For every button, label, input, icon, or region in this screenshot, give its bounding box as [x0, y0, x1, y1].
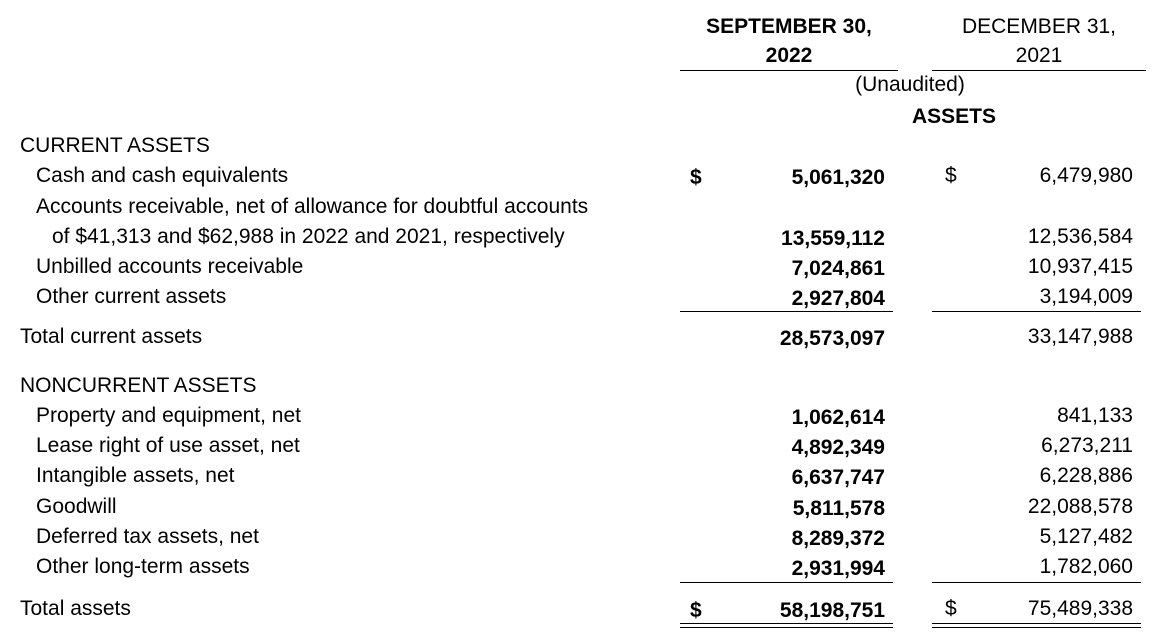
unbilled-2022: 7,024,861	[791, 257, 885, 280]
currency-symbol-2021: $	[945, 164, 957, 187]
ppe-label: Property and equipment, net	[36, 404, 302, 427]
total-current-2021: 33,147,988	[1027, 325, 1133, 348]
ar-2022: 13,559,112	[781, 227, 885, 250]
unbilled-2021: 10,937,415	[1027, 255, 1133, 278]
lease-2022: 4,892,349	[791, 436, 885, 459]
ar-label-line2: of $41,313 and $62,988 in 2022 and 2021, respectively	[52, 225, 565, 248]
goodwill-label: Goodwill	[36, 495, 117, 518]
double-rule-2021	[932, 623, 1141, 628]
col-2022-header-rule	[680, 70, 898, 71]
ppe-2021: 841,133	[1057, 404, 1133, 427]
total-rule-2022	[680, 582, 893, 583]
lease-2021: 6,273,211	[1041, 434, 1133, 457]
currency-symbol-2022: $	[690, 166, 702, 189]
cash-label: Cash and cash equivalents	[36, 164, 289, 187]
lease-label: Lease right of use asset, net	[36, 434, 300, 457]
intangible-2022: 6,637,747	[791, 466, 885, 489]
other-lt-2022: 2,931,994	[791, 557, 885, 580]
unbilled-label: Unbilled accounts receivable	[36, 255, 304, 278]
current-assets-heading: CURRENT ASSETS	[20, 134, 210, 157]
unaudited-label: (Unaudited)	[855, 73, 965, 96]
other-current-2022: 2,927,804	[791, 287, 885, 310]
total-assets-label: Total assets	[20, 597, 131, 620]
other-lt-label: Other long-term assets	[36, 555, 250, 578]
deferred-tax-2022: 8,289,372	[791, 527, 885, 550]
other-lt-2021: 1,782,060	[1039, 555, 1133, 578]
ar-label-line1: Accounts receivable, net of allowance for doubtful accounts	[36, 195, 589, 218]
total-currency-symbol-2021: $	[945, 597, 957, 620]
total-current-2022: 28,573,097	[779, 327, 885, 350]
cash-2022: 5,061,320	[791, 166, 885, 189]
noncurrent-assets-heading: NONCURRENT ASSETS	[20, 374, 257, 397]
goodwill-2021: 22,088,578	[1027, 495, 1133, 518]
ppe-2022: 1,062,614	[791, 406, 885, 429]
cash-2021: 6,479,980	[1039, 164, 1133, 187]
deferred-tax-2021: 5,127,482	[1039, 525, 1133, 548]
goodwill-2022: 5,811,578	[792, 497, 885, 520]
intangible-2021: 6,228,886	[1039, 464, 1133, 487]
total-currency-symbol-2022: $	[690, 599, 702, 622]
total-assets-2022: 58,198,751	[779, 599, 885, 622]
subtotal-rule-2022	[680, 311, 893, 312]
section-title: ASSETS	[911, 105, 997, 128]
other-current-2021: 3,194,009	[1039, 285, 1133, 308]
other-current-label: Other current assets	[36, 285, 227, 308]
col-2021-header-line2: 2021	[1015, 44, 1063, 67]
col-2021-header-line1: DECEMBER 31,	[961, 15, 1117, 38]
double-rule-2022	[680, 623, 893, 628]
total-rule-2021	[932, 582, 1141, 583]
total-current-label: Total current assets	[20, 325, 203, 348]
ar-2021: 12,536,584	[1027, 225, 1133, 248]
col-2022-header-line2: 2022	[765, 44, 813, 67]
deferred-tax-label: Deferred tax assets, net	[36, 525, 259, 548]
col-2021-header-rule	[932, 70, 1146, 71]
col-2022-header-line1: SEPTEMBER 30,	[706, 15, 872, 38]
subtotal-rule-2021	[932, 311, 1141, 312]
intangible-label: Intangible assets, net	[36, 464, 235, 487]
total-assets-2021: 75,489,338	[1027, 597, 1133, 620]
